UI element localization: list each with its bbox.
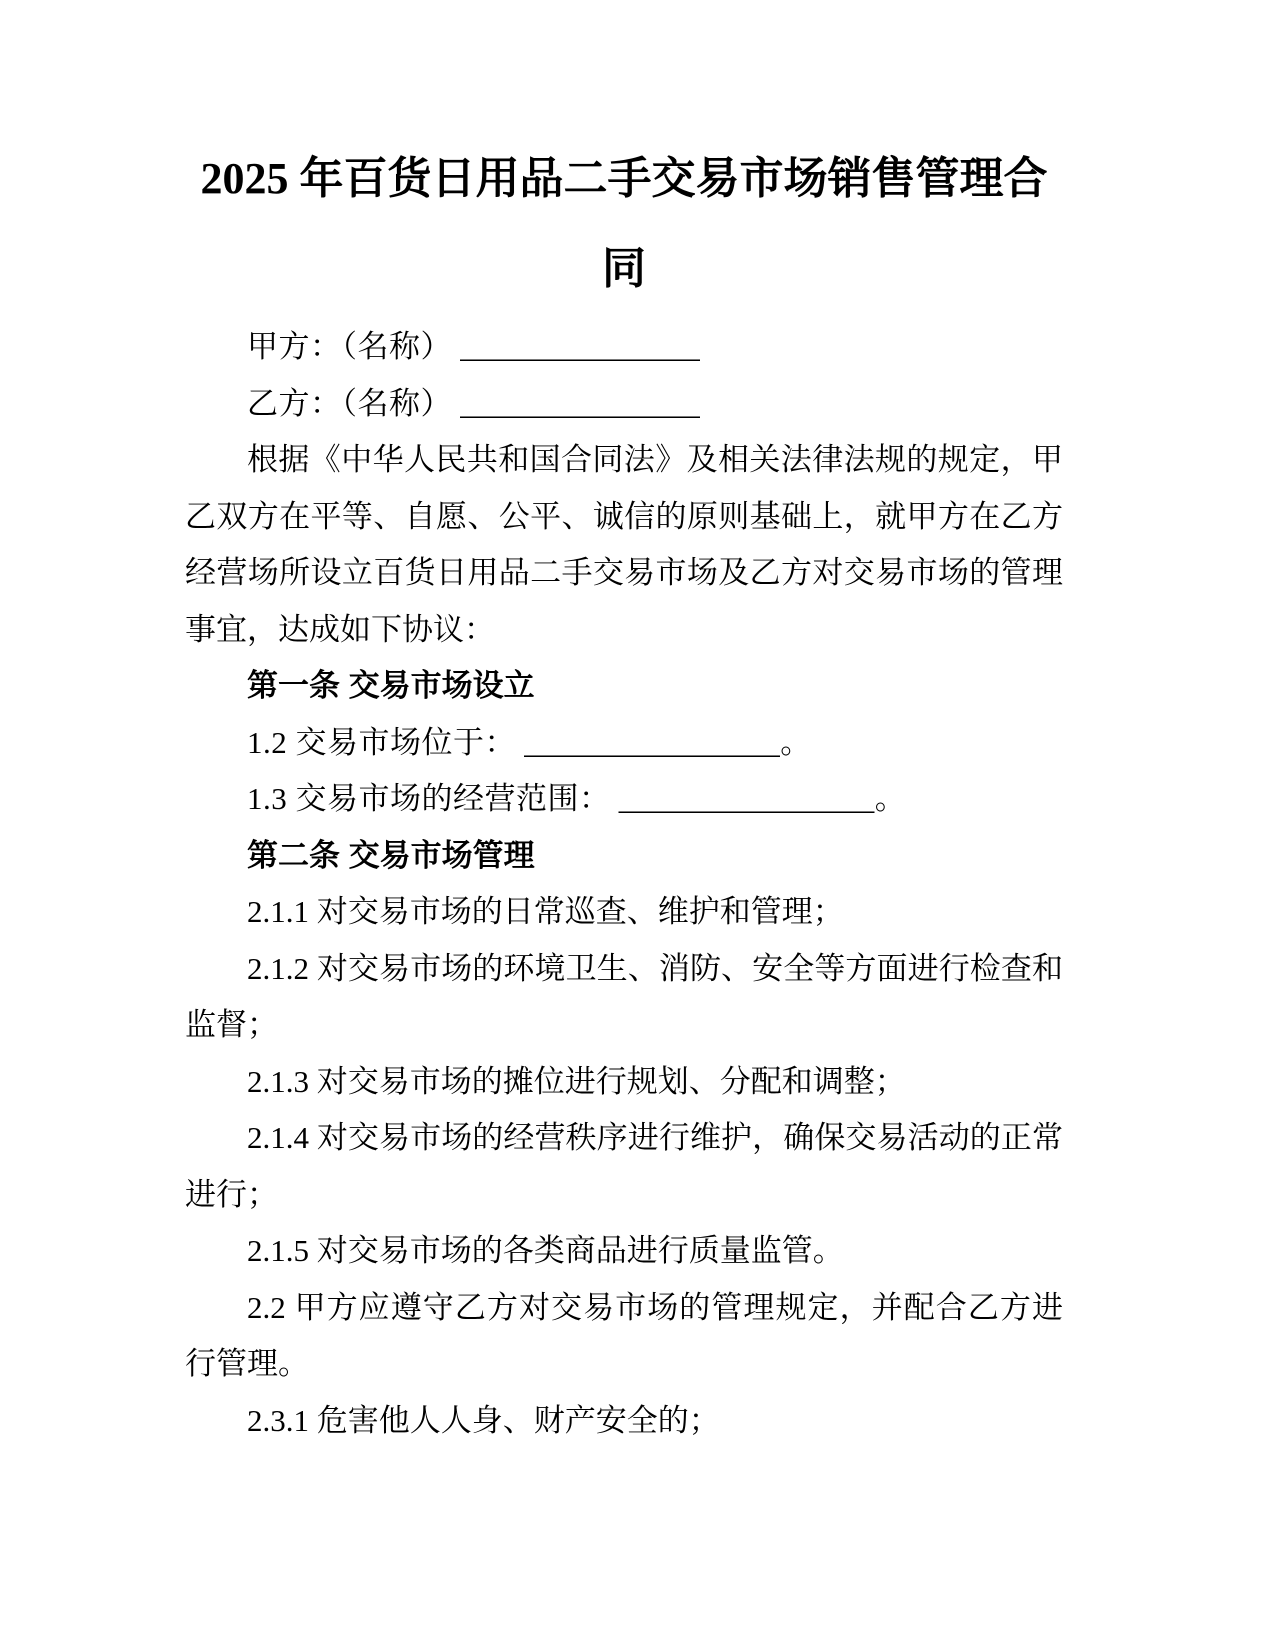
clause-2-1-2: 2.1.2 对交易市场的环境卫生、消防、安全等方面进行检查和监督； (185, 950, 1063, 1042)
party-b-line: 乙方：（名称） _______________ (247, 385, 701, 421)
party-a-line: 甲方：（名称） _______________ (247, 329, 701, 364)
clause-2-2: 2.2 甲方应遵守乙方对交易市场的管理规定，并配合乙方进行管理。 (185, 1289, 1063, 1381)
section-2-heading: 第二条 交易市场管理 (247, 837, 535, 873)
clause-1-3: 1.3 交易市场的经营范围： ________________。 (247, 781, 907, 816)
clause-2-3-1: 2.3.1 危害他人人身、财产安全的； (247, 1402, 720, 1438)
clause-2-1-5: 2.1.5 对交易市场的各类商品进行质量监管。 (247, 1233, 844, 1268)
clause-2-1-3: 2.1.3 对交易市场的摊位进行规划、分配和调整； (247, 1063, 906, 1099)
preamble-paragraph: 根据《中华人民共和国合同法》及相关法律法规的规定，甲乙双方在平等、自愿、公平、诚信的原则基础上，就甲方在乙方经营场所设立百货日用品二手交易市场及乙方对交易市场的管理事宜，达成如下协议： (185, 442, 1063, 647)
section-1-heading: 第一条 交易市场设立 (247, 668, 535, 703)
clause-2-1-1: 2.1.1 对交易市场的日常巡查、维护和管理； (247, 894, 844, 929)
document-title: 2025 年百货日用品二手交易市场销售管理合同 (200, 154, 1048, 293)
clause-1-2: 1.2 交易市场位于： ________________。 (247, 724, 812, 760)
clause-2-1-4: 2.1.4 对交易市场的经营秩序进行维护，确保交易活动的正常进行； (185, 1120, 1063, 1212)
